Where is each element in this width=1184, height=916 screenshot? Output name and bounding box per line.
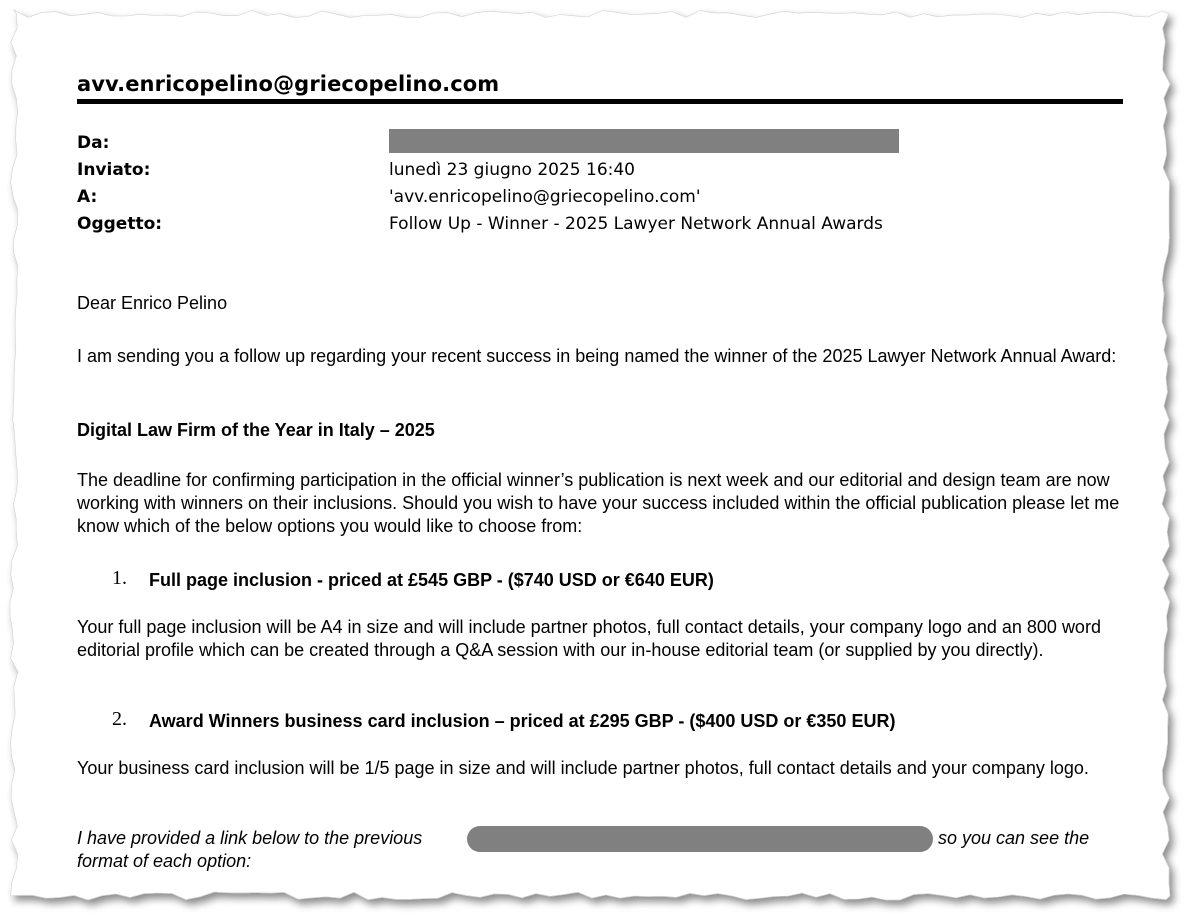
sent-value: lunedì 23 giugno 2025 16:40 bbox=[389, 160, 636, 180]
to-value: 'avv.enricopelino@griecopelino.com' bbox=[389, 187, 701, 207]
closing-text-after: so you can see the bbox=[938, 828, 1090, 848]
subject-label: Oggetto: bbox=[77, 214, 163, 234]
from-label: Da: bbox=[77, 133, 110, 153]
option-2-title: Award Winners business card inclusion – priced at £295 GBP - ($400 USD or €350 EUR) bbox=[149, 711, 896, 731]
link-redaction bbox=[467, 826, 933, 852]
closing-text-end: format of each option: bbox=[77, 851, 252, 871]
option-2-number: 2. bbox=[112, 708, 127, 730]
option-1-title: Full page inclusion - priced at £545 GBP - ($740 USD or €640 EUR) bbox=[149, 570, 714, 590]
option-1-description: Your full page inclusion will be A4 in size and will include partner photos, full contact details, your company logo and an 800 word editorial profile which can be created through a Q&A session with our in-house editorial team (or supplied by you directly). bbox=[77, 617, 1101, 660]
account-title: avv.enricopelino@griecopelino.com bbox=[77, 72, 500, 96]
header-rule bbox=[77, 99, 1123, 104]
deadline-paragraph: The deadline for confirming participation in the official winner’s publication is next week and our editorial and design team are now working with winners on their inclusions. Should you wish to have your success included within the official publication please let me know which of the below options you would like to choose from: bbox=[77, 470, 1120, 536]
greeting: Dear Enrico Pelino bbox=[77, 293, 228, 313]
option-1-number: 1. bbox=[112, 567, 127, 589]
intro-paragraph: I am sending you a follow up regarding your recent success in being named the winner of the 2025 Lawyer Network Annual Award: bbox=[77, 346, 1117, 366]
from-redaction bbox=[389, 129, 899, 153]
closing-text-start: I have provided a link below to the previous bbox=[77, 828, 423, 848]
to-label: A: bbox=[77, 187, 98, 207]
subject-value: Follow Up - Winner - 2025 Lawyer Network Annual Awards bbox=[389, 214, 883, 234]
sent-label: Inviato: bbox=[77, 160, 151, 180]
award-title: Digital Law Firm of the Year in Italy – 2025 bbox=[77, 420, 435, 440]
option-2-description: Your business card inclusion will be 1/5 page in size and will include partner photos, full contact details and your company logo. bbox=[77, 758, 1089, 778]
